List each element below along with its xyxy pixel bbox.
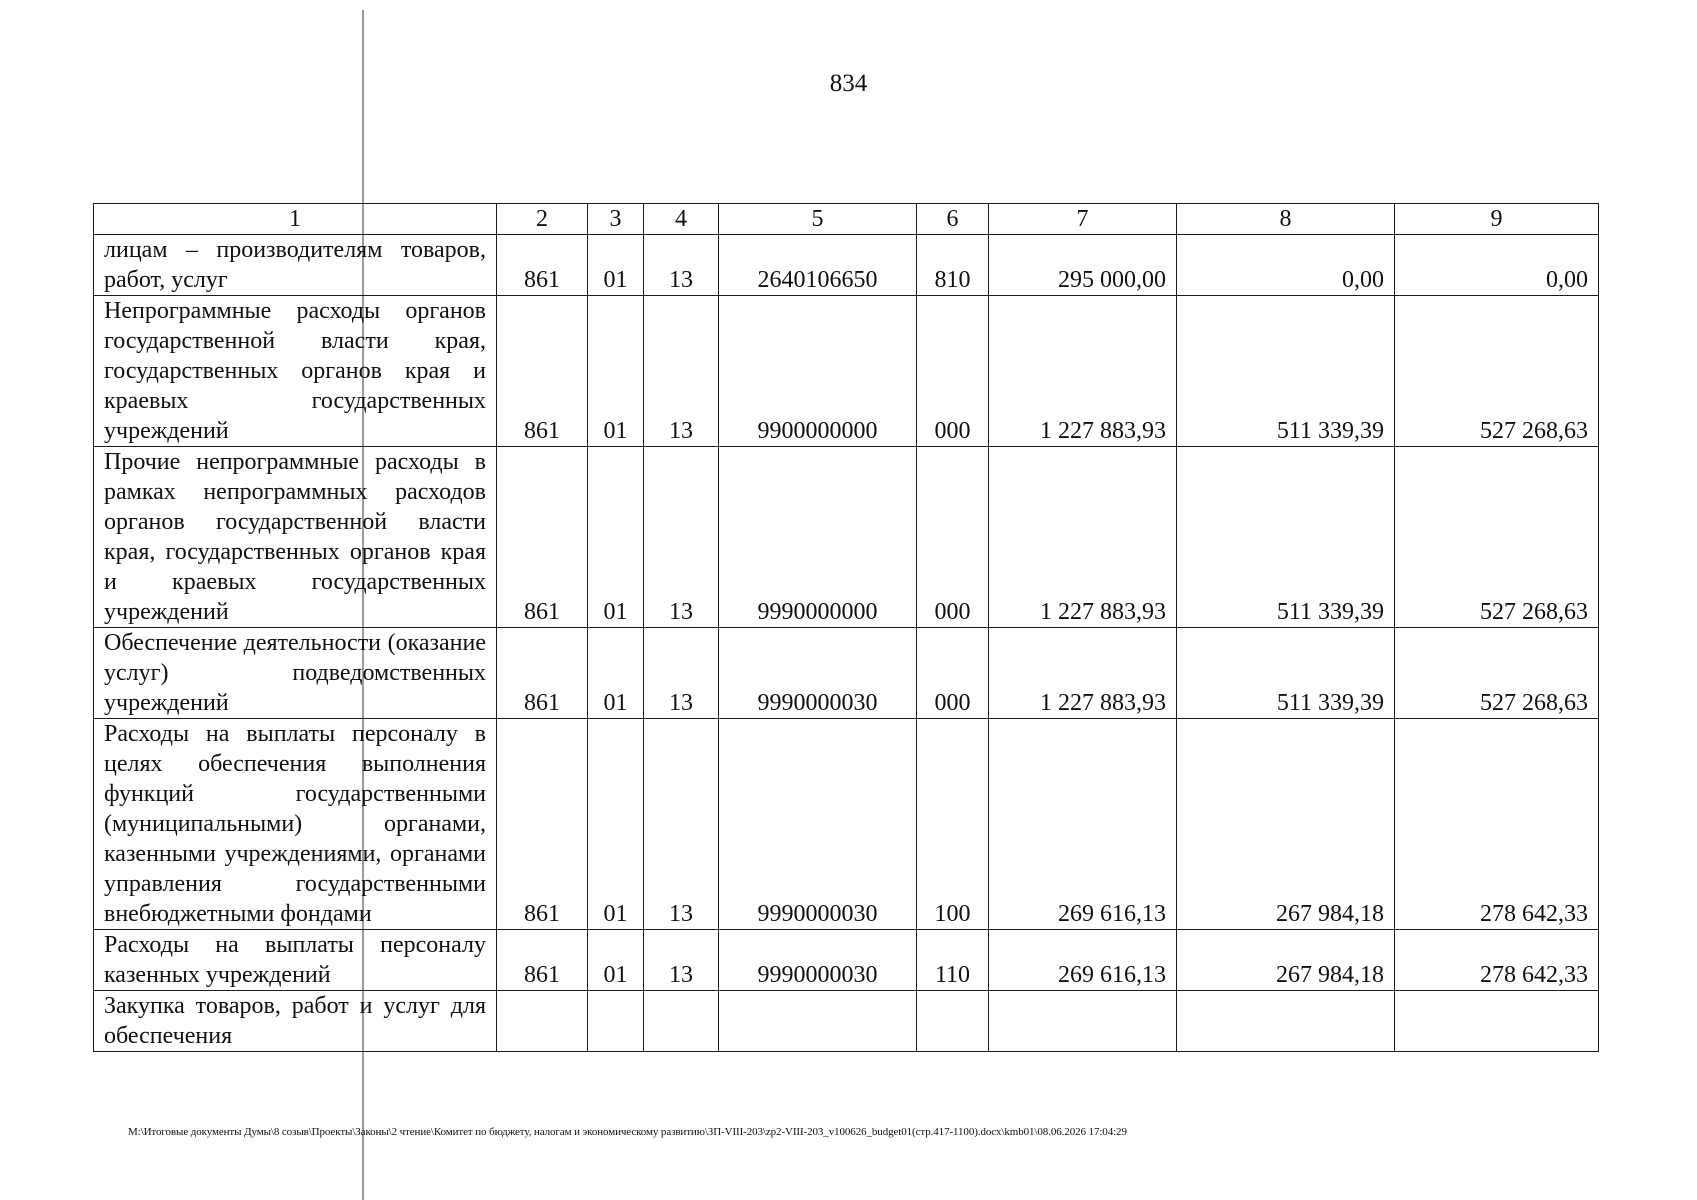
row-description: Расходы на выплаты персоналу в целях обеспечения выполнения функций государственными (муниципальными) органами, казенными учреждениями, органами управления государственными внебюджетными фондами	[94, 719, 497, 930]
cell-expense-type: 000	[917, 296, 989, 447]
cell-expense-type	[917, 991, 989, 1052]
cell-ministry-code: 861	[497, 447, 588, 628]
cell-target-article: 9990000030	[719, 628, 917, 719]
cell-section: 01	[588, 235, 644, 296]
cell-expense-type: 000	[917, 447, 989, 628]
cell-target-article	[719, 991, 917, 1052]
row-description: Закупка товаров, работ и услуг для обеспечения	[94, 991, 497, 1052]
cell-subsection	[644, 991, 719, 1052]
cell-amount-col7: 269 616,13	[989, 930, 1177, 991]
col-header-8: 8	[1177, 204, 1395, 235]
cell-ministry-code	[497, 991, 588, 1052]
col-header-5: 5	[719, 204, 917, 235]
cell-target-article: 9990000000	[719, 447, 917, 628]
cell-amount-col7: 269 616,13	[989, 719, 1177, 930]
page-number: 834	[829, 70, 868, 97]
cell-target-article: 2640106650	[719, 235, 917, 296]
document-footer-path: M:\Итоговые документы Думы\8 созыв\Проекты\Законы\2 чтение\Комитет по бюджету, налогам и экономическому развитию\ЗП-VIII-203\zp2-VIII-203_v100626_budget01(стр.417-1100).docx\kmb01\08.06.2026 17:04:29	[128, 1126, 1127, 1138]
cell-section	[588, 991, 644, 1052]
cell-target-article: 9990000030	[719, 930, 917, 991]
cell-amount-col7: 1 227 883,93	[989, 628, 1177, 719]
cell-amount-col8: 267 984,18	[1177, 719, 1395, 930]
col-header-4: 4	[644, 204, 719, 235]
cell-amount-col7: 1 227 883,93	[989, 296, 1177, 447]
row-description: Расходы на выплаты персоналу казенных учреждений	[94, 930, 497, 991]
budget-table	[93, 203, 1599, 1052]
cell-target-article: 9900000000	[719, 296, 917, 447]
col-header-6: 6	[917, 204, 989, 235]
table-row	[94, 991, 1599, 1052]
table-row	[94, 930, 1599, 991]
cell-amount-col9: 527 268,63	[1395, 628, 1599, 719]
cell-subsection: 13	[644, 628, 719, 719]
cell-section: 01	[588, 447, 644, 628]
cell-amount-col7	[989, 991, 1177, 1052]
table-row	[94, 235, 1599, 296]
cell-subsection: 13	[644, 930, 719, 991]
cell-section: 01	[588, 719, 644, 930]
cell-subsection: 13	[644, 447, 719, 628]
cell-subsection: 13	[644, 719, 719, 930]
table-row	[94, 628, 1599, 719]
row-description: Непрограммные расходы органов государственной власти края, государственных органов края и краевых государственных учреждений	[94, 296, 497, 447]
cell-amount-col7: 1 227 883,93	[989, 447, 1177, 628]
cell-expense-type: 110	[917, 930, 989, 991]
table-row	[94, 447, 1599, 628]
cell-amount-col8: 511 339,39	[1177, 447, 1395, 628]
col-header-3: 3	[588, 204, 644, 235]
row-description: Прочие непрограммные расходы в рамках непрограммных расходов органов государственной власти края, государственных органов края и краевых государственных учреждений	[94, 447, 497, 628]
table-row	[94, 719, 1599, 930]
cell-amount-col8	[1177, 991, 1395, 1052]
row-description: Обеспечение деятельности (оказание услуг) подведомственных учреждений	[94, 628, 497, 719]
cell-subsection: 13	[644, 296, 719, 447]
cell-section: 01	[588, 628, 644, 719]
cell-target-article: 9990000030	[719, 719, 917, 930]
cell-ministry-code: 861	[497, 930, 588, 991]
cell-section: 01	[588, 930, 644, 991]
col-header-7: 7	[989, 204, 1177, 235]
cell-ministry-code: 861	[497, 235, 588, 296]
cell-section: 01	[588, 296, 644, 447]
cell-amount-col8: 0,00	[1177, 235, 1395, 296]
cell-expense-type: 100	[917, 719, 989, 930]
cell-amount-col9: 278 642,33	[1395, 930, 1599, 991]
cell-amount-col8: 267 984,18	[1177, 930, 1395, 991]
cell-ministry-code: 861	[497, 719, 588, 930]
cell-amount-col8: 511 339,39	[1177, 296, 1395, 447]
col-header-2: 2	[497, 204, 588, 235]
header-row	[94, 204, 1599, 235]
cell-amount-col9: 278 642,33	[1395, 719, 1599, 930]
cell-amount-col9: 0,00	[1395, 235, 1599, 296]
cell-amount-col8: 511 339,39	[1177, 628, 1395, 719]
col-header-9: 9	[1395, 204, 1599, 235]
row-description: лицам – производителям товаров, работ, услуг	[94, 235, 497, 296]
cell-amount-col9: 527 268,63	[1395, 296, 1599, 447]
cell-amount-col9	[1395, 991, 1599, 1052]
cell-expense-type: 810	[917, 235, 989, 296]
cell-amount-col9: 527 268,63	[1395, 447, 1599, 628]
cell-amount-col7: 295 000,00	[989, 235, 1177, 296]
cell-subsection: 13	[644, 235, 719, 296]
col-header-1: 1	[94, 204, 497, 235]
table-row	[94, 296, 1599, 447]
cell-expense-type: 000	[917, 628, 989, 719]
cell-ministry-code: 861	[497, 296, 588, 447]
cell-ministry-code: 861	[497, 628, 588, 719]
